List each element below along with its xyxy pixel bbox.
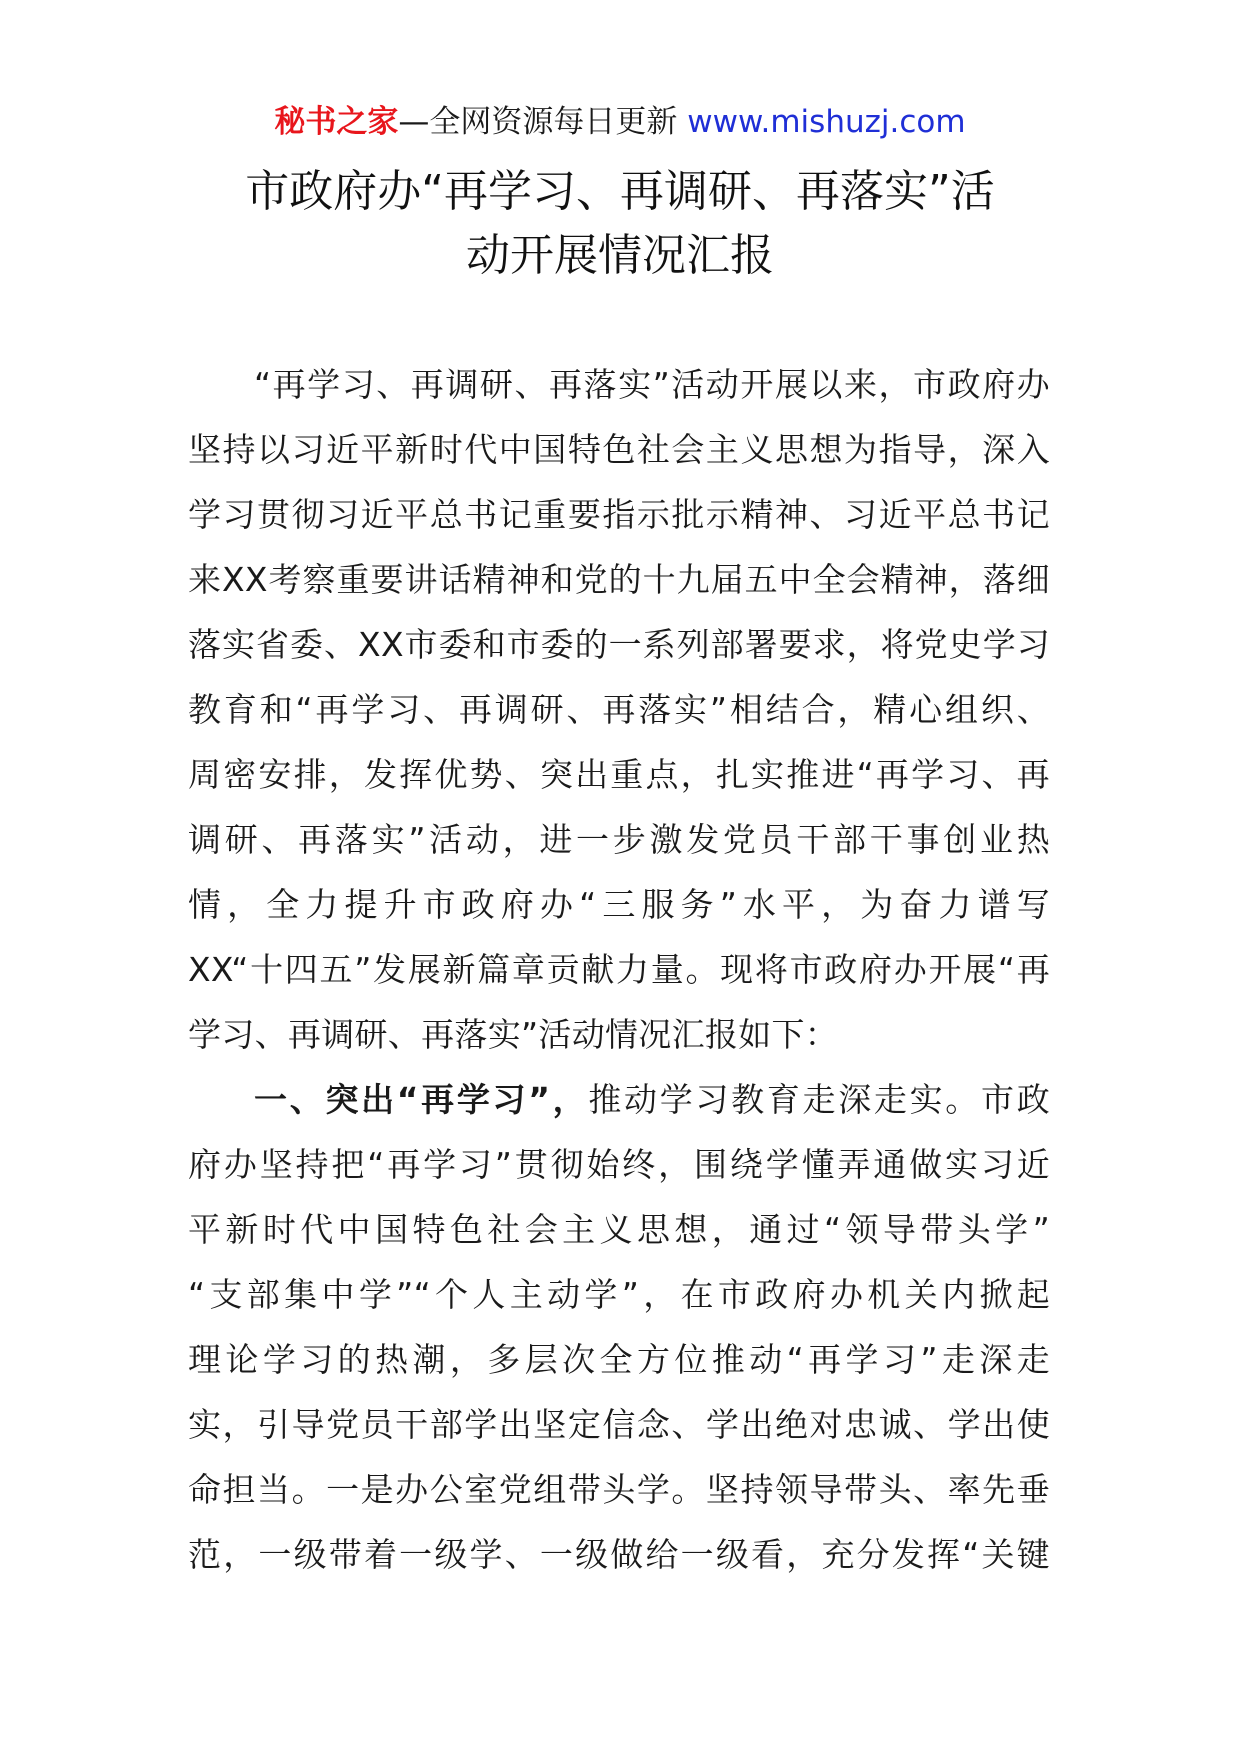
paragraph-line: 情，全力提升市政府办“三服务”水平，为奋力谱写 (188, 885, 1050, 924)
document-body (188, 352, 1050, 1587)
section-heading-line (188, 1067, 1050, 1132)
paragraph-line: 范，一级带着一级学、一级做给一级看，充分发挥“关键 (188, 1535, 1050, 1574)
paragraph-line: 府办坚持把“再学习”贯彻始终，围绕学懂弄通做实习近 (188, 1145, 1050, 1184)
paragraph-line: 学习、再调研、再落实”活动情况汇报如下： (188, 1015, 839, 1054)
paragraph-line: 理论学习的热潮，多层次全方位推动“再学习”走深走 (188, 1340, 1050, 1379)
paragraph-line: 来XX考察重要讲话精神和党的十九届五中全会精神，落细 (188, 560, 1050, 599)
section-heading: 一、突出“再学习”， (254, 1080, 589, 1119)
paragraph-line: 学习贯彻习近平总书记重要指示批示精神、习近平总书记 (188, 495, 1050, 534)
paragraph-line: 坚持以习近平新时代中国特色社会主义思想为指导，深入 (188, 430, 1050, 469)
brand-name: 秘书之家 (274, 104, 399, 140)
paragraph-line: 教育和“再学习、再调研、再落实”相结合，精心组织、 (188, 690, 1050, 729)
paragraph-line: “再学习、再调研、再落实”活动开展以来，市政府办 (254, 365, 1050, 404)
paragraph-line: 平新时代中国特色社会主义思想，通过“领导带头学” (188, 1210, 1050, 1249)
header-tagline: —全网资源每日更新 (398, 104, 678, 140)
paragraph-line: 实，引导党员干部学出坚定信念、学出绝对忠诚、学出使 (188, 1405, 1050, 1444)
title-line-1: 市政府办“再学习、再调研、再落实”活 (245, 166, 995, 217)
section-heading-rest: 推动学习教育走深走实。市政 (588, 1080, 1050, 1119)
title-line-2: 动开展情况汇报 (466, 230, 774, 281)
site-url: www.mishuzj.com (687, 104, 966, 140)
paragraph-line: XX“十四五”发展新篇章贡献力量。现将市政府办开展“再 (188, 950, 1050, 989)
document-title (120, 160, 1120, 288)
paragraph-line: “支部集中学”“个人主动学”，在市政府办机关内掀起 (188, 1275, 1050, 1314)
paragraph-line: 落实省委、XX市委和市委的一系列部署要求，将党史学习 (188, 625, 1050, 664)
paragraph-line: 周密安排，发挥优势、突出重点，扎实推进“再学习、再 (188, 755, 1050, 794)
paragraph-line: 命担当。一是办公室党组带头学。坚持领导带头、率先垂 (188, 1470, 1050, 1509)
paragraph-line: 调研、再落实”活动，进一步激发党员干部干事创业热 (188, 820, 1050, 859)
site-header (0, 100, 1240, 144)
